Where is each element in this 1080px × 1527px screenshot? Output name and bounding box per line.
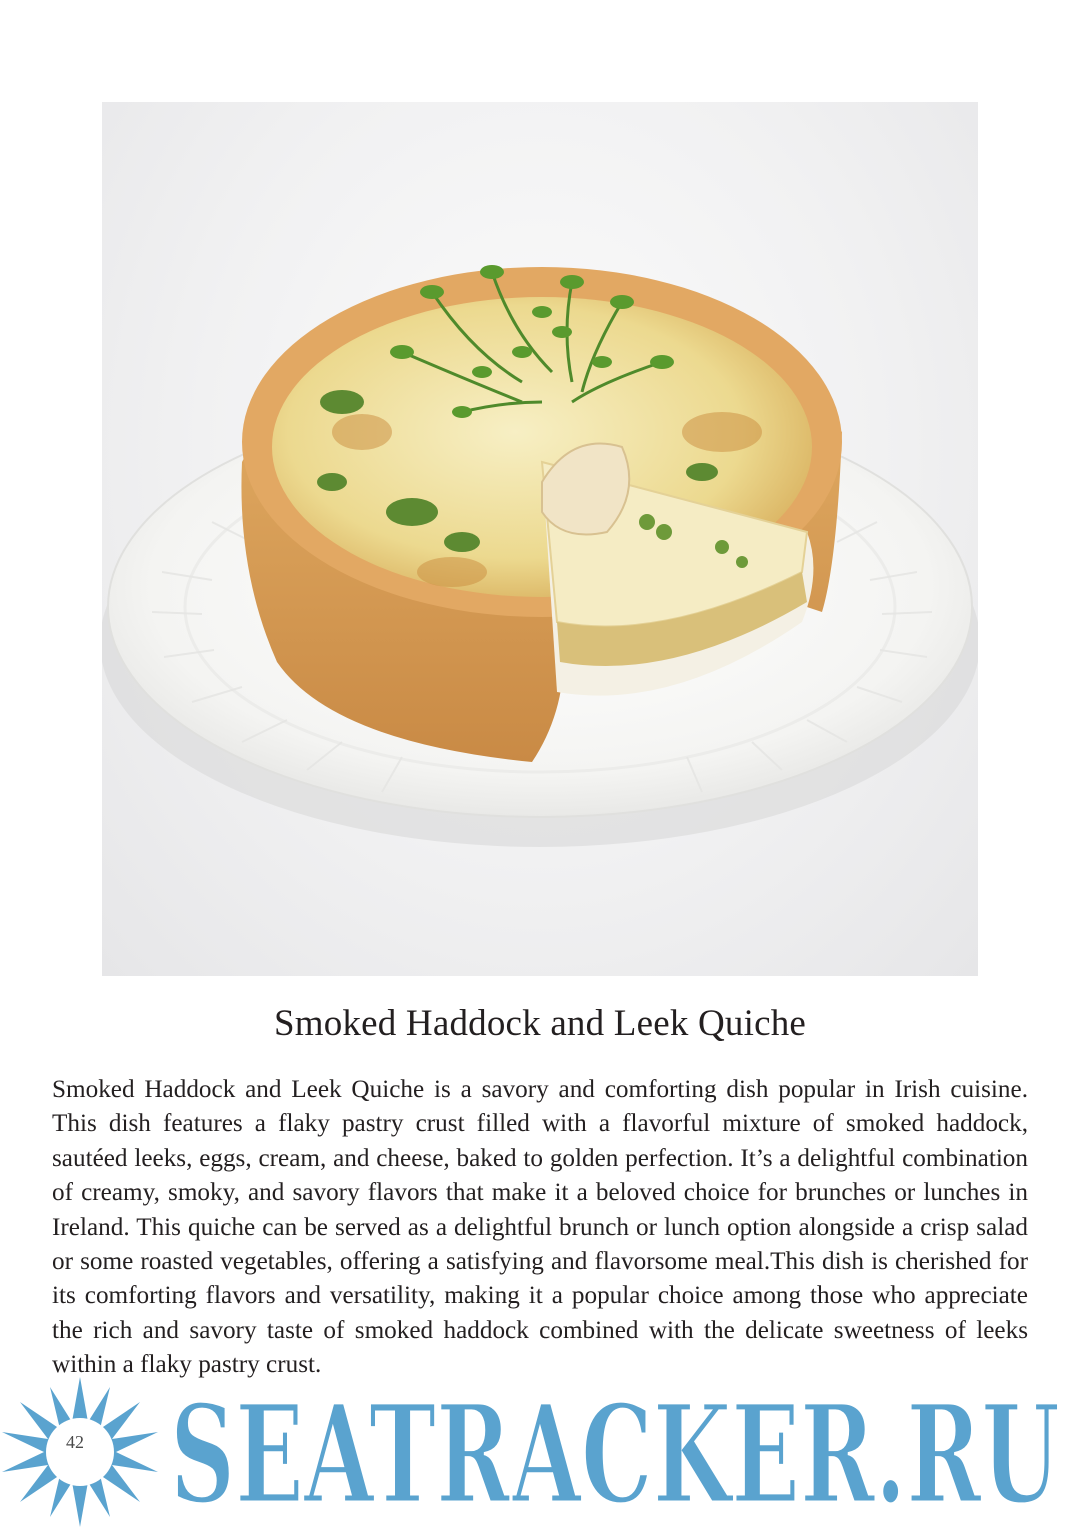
watermark-text: SEATRACKER.RU bbox=[170, 1375, 1060, 1520]
recipe-description: Smoked Haddock and Leek Quiche is a savory and comforting dish popular in Irish cuisine. This dish features a flaky pastry crust filled with a flavorful mixture of smoked haddock, sautéed leeks, eggs, cream, and cheese, baked to golden perfection. It’s a delightful combination of creamy, smoky, and savory flavors that make it a beloved choice for brunches or lunches in Ireland. This quiche can be served as a delightful brunch or lunch option alongside a crisp salad or some roasted vegetables, offering a satisfying and flavorsome meal.This dish is cherished for its comforting flavors and versatility, making it a popular choice among those who appreciate the rich and savory taste of smoked haddock combined with the delicate sweetness of leeks within a flaky pastry crust. bbox=[52, 1076, 1028, 1379]
quiche-photo bbox=[102, 102, 978, 976]
quiche-illustration bbox=[102, 102, 978, 976]
watermark bbox=[170, 1370, 1070, 1520]
page-number: 42 bbox=[66, 1432, 84, 1452]
recipe-title: Smoked Haddock and Leek Quiche bbox=[273, 1003, 807, 1044]
